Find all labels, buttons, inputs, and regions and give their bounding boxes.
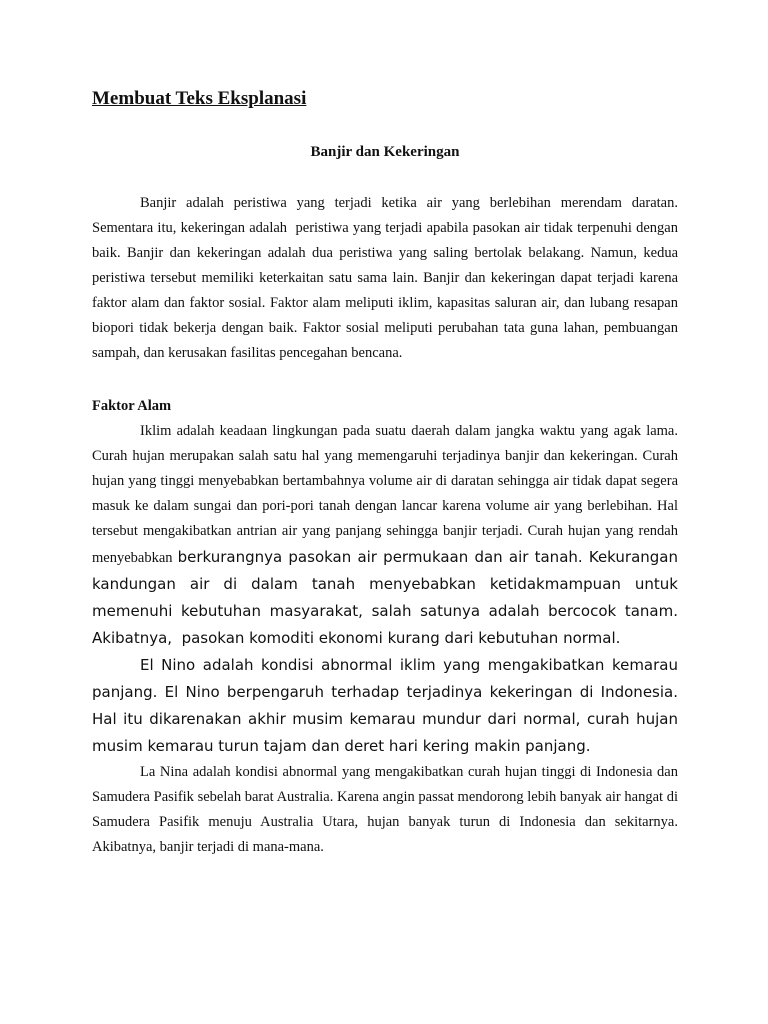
- paragraph-iklim-sans-run: berkurangnya pasokan air permukaan dan air tanah. Kekurangan kandungan air di dalam tanah menyebabkan ketidakmampuan untuk memenuhi kebutuhan masyarakat, salah satunya adalah bercocok tanam. Akibatnya, pasokan komoditi ekonomi kurang dari kebutuhan normal.: [92, 548, 678, 647]
- paragraph-la-nina: La Nina adalah kondisi abnormal yang mengakibatkan curah hujan tinggi di Indonesia dan Samudera Pasifik sebelah barat Australia. Karena angin passat mendorong lebih banyak air hangat di Samudera Pasifik menuju Australia Utara, hujan banyak turun di Indonesia dan sekitarnya. Akibatnya, banjir terjadi di mana-mana.: [92, 764, 678, 855]
- paragraph-intro: Banjir adalah peristiwa yang terjadi ketika air yang berlebihan merendam daratan. Sementara itu, kekeringan adalah peristiwa yang terjadi apabila pasokan air tidak terpenuhi dengan baik. Banjir dan kekeringan adalah dua peristiwa yang saling bertolak belakang. Namun, kedua peristiwa tersebut memiliki keterkaitan satu sama lain. Banjir dan kekeringan dapat terjadi karena faktor alam dan faktor sosial. Faktor alam meliputi iklim, kapasitas saluran air, dan lubang resapan biopori tidak bekerja dengan baik. Faktor sosial meliputi perubahan tata guna lahan, pembuangan sampah, dan kerusakan fasilitas pencegahan bencana.: [92, 195, 678, 361]
- paragraph-iklim: [92, 419, 678, 652]
- document-subtitle: Banjir dan Kekeringan: [310, 144, 460, 160]
- document-title: Membuat Teks Eksplanasi: [92, 88, 307, 109]
- section-heading-faktor-alam: Faktor Alam: [92, 398, 172, 414]
- paragraph-iklim-serif-run: Iklim adalah keadaan lingkungan pada suatu daerah dalam jangka waktu yang agak lama. Curah hujan merupakan salah satu hal yang memengaruhi terjadinya banjir dan kekeringan. Curah hujan yang tinggi menyebabkan bertambahnya volume air di daratan sehingga air tidak dapat segera masuk ke dalam sungai dan pori-pori tanah dengan lancar karena volume air yang berlebihan. Hal tersebut mengakibatkan antrian air yang panjang sehingga banjir terjadi. Curah hujan yang rendah menyebabkan: [92, 423, 678, 566]
- paragraph-el-nino: El Nino adalah kondisi abnormal iklim yang mengakibatkan kemarau panjang. El Nino berpengaruh terhadap terjadinya kekeringan di Indonesia. Hal itu dikarenakan akhir musim kemarau mundur dari normal, curah hujan musim kemarau turun tajam dan deret hari kering makin panjang.: [92, 656, 678, 755]
